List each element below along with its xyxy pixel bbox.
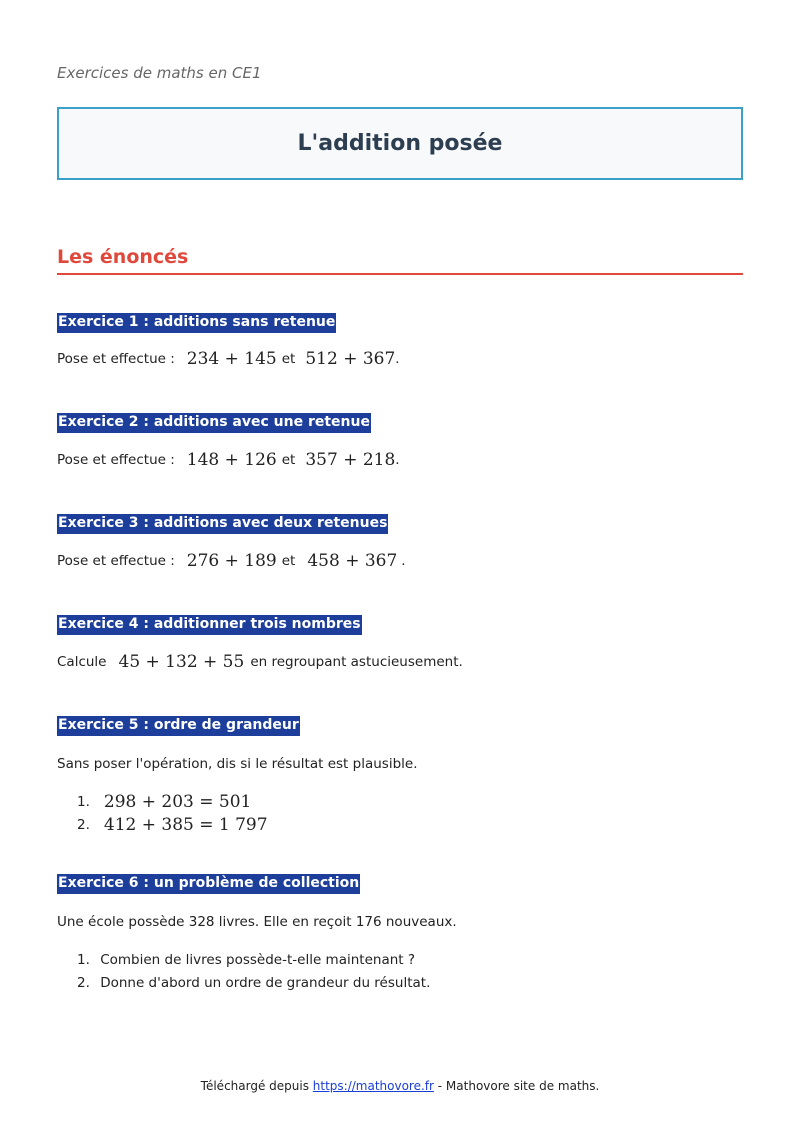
exercise-2-statement — [57, 450, 400, 470]
footer-link[interactable]: https://mathovore.fr — [312, 1079, 434, 1093]
page-title: L'addition posée — [297, 131, 503, 156]
exercise-2-expr-2: 357 + 218 — [305, 450, 396, 470]
exercise-4-expr: 45 + 132 + 55 — [118, 652, 245, 672]
exercise-3-statement — [57, 551, 406, 571]
exercise-5-item-1-expr: 298 + 203 = 501 — [103, 792, 252, 812]
exercise-5-heading: Exercice 5 : ordre de grandeur — [57, 716, 300, 736]
exercise-4-prefix: Calcule — [57, 654, 107, 670]
exercise-1-connector: et — [281, 351, 296, 367]
list-item — [77, 952, 415, 968]
exercise-3-prefix: Pose et effectue : — [57, 553, 175, 569]
footer-suffix: - Mathovore site de maths. — [433, 1079, 600, 1093]
list-item-number: 1. — [77, 952, 90, 968]
list-item-number: 2. — [77, 975, 90, 991]
document-subtitle: Exercices de maths en CE1 — [57, 64, 262, 82]
exercise-1-expr-1: 234 + 145 — [186, 349, 277, 369]
exercise-2-connector: et — [281, 452, 296, 468]
exercise-4-heading: Exercice 4 : additionner trois nombres — [57, 615, 362, 635]
section-title: Les énoncés — [57, 246, 743, 275]
exercise-1-statement — [57, 349, 400, 369]
list-item-text: Donne d'abord un ordre de grandeur du résultat. — [100, 975, 431, 991]
exercise-2-heading: Exercice 2 : additions avec une retenue — [57, 413, 371, 433]
title-box — [57, 107, 743, 180]
exercise-4-statement — [57, 652, 463, 672]
list-item-number: 1. — [77, 794, 90, 810]
exercise-3-expr-1: 276 + 189 — [186, 551, 277, 571]
list-item — [77, 792, 251, 812]
list-item — [77, 815, 268, 835]
exercise-5-item-2-expr: 412 + 385 = 1 797 — [103, 815, 268, 835]
exercise-3-suffix: . — [401, 553, 406, 569]
footer — [0, 1079, 800, 1093]
exercise-2-expr-1: 148 + 126 — [186, 450, 277, 470]
exercise-6-heading: Exercice 6 : un problème de collection — [57, 874, 360, 894]
list-item-number: 2. — [77, 817, 90, 833]
exercise-3-connector: et — [281, 553, 296, 569]
exercise-2-suffix: . — [395, 452, 400, 468]
footer-prefix: Téléchargé depuis — [200, 1079, 313, 1093]
exercise-1-prefix: Pose et effectue : — [57, 351, 175, 367]
list-item — [77, 975, 430, 991]
exercise-4-suffix: en regroupant astucieusement. — [250, 654, 463, 670]
exercise-3-heading: Exercice 3 : additions avec deux retenues — [57, 514, 388, 534]
exercise-3-expr-2: 458 + 367 — [307, 551, 398, 571]
exercise-6-text: Une école possède 328 livres. Elle en reçoit 176 nouveaux. — [57, 914, 457, 930]
exercise-1-heading: Exercice 1 : additions sans retenue — [57, 313, 336, 333]
exercise-1-expr-2: 512 + 367 — [305, 349, 396, 369]
exercise-5-text: Sans poser l'opération, dis si le résultat est plausible. — [57, 756, 418, 772]
exercise-2-prefix: Pose et effectue : — [57, 452, 175, 468]
exercise-1-suffix: . — [395, 351, 400, 367]
list-item-text: Combien de livres possède-t-elle maintenant ? — [100, 952, 416, 968]
